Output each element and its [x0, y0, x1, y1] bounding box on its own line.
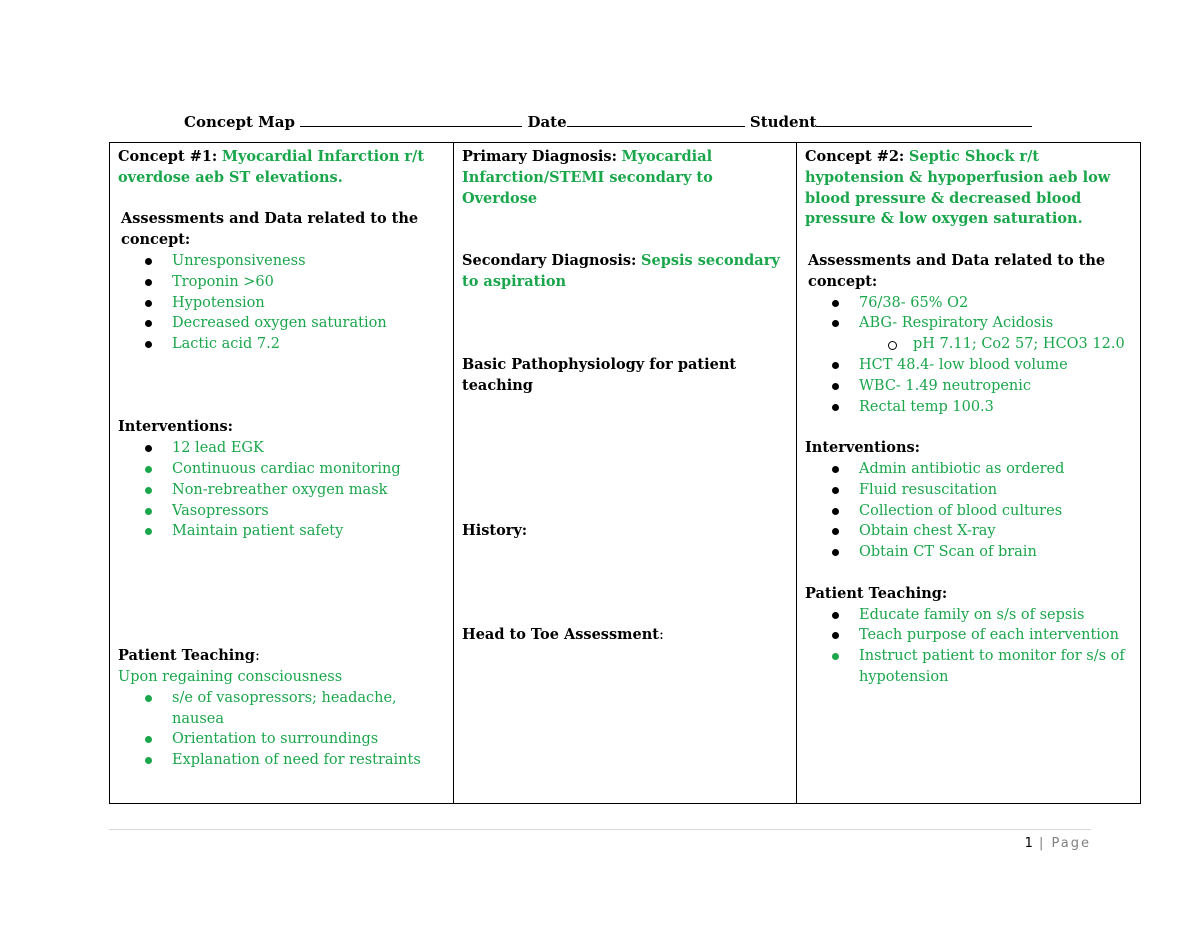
concept-1-teaching-list: [118, 688, 445, 771]
list-item: Continuous cardiac monitoring: [172, 459, 445, 480]
concept-2-assess-heading: Assessments and Data related to the concept:: [808, 251, 1106, 290]
list-item: WBC- 1.49 neutropenic: [859, 376, 1132, 397]
list-item: Decreased oxygen saturation: [172, 313, 445, 334]
list-item: Hypotension: [172, 293, 445, 314]
list-item: Obtain CT Scan of brain: [859, 542, 1132, 563]
head-to-toe-heading: [462, 625, 788, 646]
concept-map-label: Concept Map: [184, 113, 295, 131]
concept-2-assessment-list-rest: [805, 355, 1132, 417]
list-item: pH 7.11; Co2 57; HCO3 12.0: [913, 334, 1132, 355]
concept-2-interventions-heading: Interventions:: [805, 439, 921, 457]
page-number: 1: [1024, 836, 1033, 851]
date-blank: [567, 111, 745, 127]
list-item: 12 lead EGK: [172, 438, 445, 459]
pathophysiology-heading: Basic Pathophysiology for patient teaching: [462, 355, 737, 394]
concept-2-teaching-heading: Patient Teaching:: [805, 584, 948, 602]
concept-1-teaching-colon: :: [254, 648, 260, 665]
list-item: [859, 313, 1132, 355]
student-label: Student: [749, 113, 817, 131]
page-footer: [1025, 836, 1091, 851]
concept-2-teaching-list-green: [805, 646, 1132, 688]
primary-diagnosis-label: Primary Diagnosis:: [462, 148, 617, 165]
list-item: Collection of blood cultures: [859, 501, 1132, 522]
student-blank: [816, 111, 1032, 127]
concept-1-interventions-list-green: [118, 459, 445, 542]
list-item: Rectal temp 100.3: [859, 397, 1132, 418]
concept-1-cell: [110, 143, 454, 804]
concept-2-cell: [797, 143, 1141, 804]
concept-2-interventions-list: [805, 459, 1132, 563]
list-item: 76/38- 65% O2: [859, 293, 1132, 314]
concept-2-label: Concept #2:: [805, 148, 905, 165]
secondary-diagnosis: [462, 251, 788, 293]
list-item: Unresponsiveness: [172, 251, 445, 272]
abg-sub-list: [859, 334, 1132, 355]
concept-map-table: [109, 142, 1141, 804]
primary-diagnosis-value: Myocardial Infarction/STEMI secondary to Overdose: [462, 148, 713, 207]
concept-2-assessment-list: [805, 293, 1132, 355]
concept-1-title: Myocardial Infarction r/t overdose aeb ST elevations.: [118, 148, 425, 186]
list-item: Explanation of need for restraints: [172, 750, 445, 771]
primary-diagnosis: [462, 147, 788, 209]
list-item: Admin antibiotic as ordered: [859, 459, 1132, 480]
concept-1-interventions-heading: Interventions:: [118, 418, 234, 436]
concept-map-header: [184, 111, 1084, 131]
concept-1-label: Concept #1:: [118, 148, 218, 165]
concept-1-teaching-heading: [118, 646, 445, 667]
secondary-diagnosis-value: Sepsis secondary to aspiration: [462, 251, 780, 290]
concept-1-teaching-label: Patient Teaching: [118, 647, 255, 665]
list-item: Fluid resuscitation: [859, 480, 1132, 501]
list-item: Lactic acid 7.2: [172, 334, 445, 355]
concept-1-heading: [118, 147, 445, 189]
date-label: Date: [527, 113, 567, 131]
head-to-toe-colon: :: [658, 627, 664, 644]
list-item: Troponin >60: [172, 272, 445, 293]
page-label: | Page: [1039, 836, 1091, 851]
footer-divider: [109, 829, 1091, 830]
concept-1-assessment-list: [118, 251, 445, 355]
concept-2-teaching-list: [805, 605, 1132, 647]
secondary-diagnosis-label: Secondary Diagnosis:: [462, 251, 637, 269]
concept-1-assess-heading: Assessments and Data related to the concept:: [121, 210, 419, 249]
list-item: s/e of vasopressors; headache, nausea: [172, 688, 445, 730]
list-item: Instruct patient to monitor for s/s of hypotension: [859, 646, 1132, 688]
history-heading: History:: [462, 522, 528, 540]
list-item: Maintain patient safety: [172, 521, 445, 542]
list-item: Educate family on s/s of sepsis: [859, 605, 1132, 626]
head-to-toe-label: Head to Toe Assessment: [462, 626, 659, 644]
list-item: HCT 48.4- low blood volume: [859, 355, 1132, 376]
list-item: Non-rebreather oxygen mask: [172, 480, 445, 501]
concept-1-interventions-list: [118, 438, 445, 459]
list-item: Vasopressors: [172, 501, 445, 522]
diagnosis-cell: [454, 143, 797, 804]
list-item: Teach purpose of each intervention: [859, 625, 1132, 646]
concept-2-heading: [805, 147, 1132, 230]
concept-2-title: Septic Shock r/t hypotension & hypoperfusion aeb low blood pressure & decreased blood pressure & low oxygen saturation.: [805, 148, 1111, 228]
list-item: Obtain chest X-ray: [859, 521, 1132, 542]
concept-1-teaching-intro: Upon regaining consciousness: [118, 668, 343, 685]
concept-map-blank: [300, 111, 522, 127]
abg-item-label: ABG- Respiratory Acidosis: [859, 315, 1054, 332]
list-item: Orientation to surroundings: [172, 729, 445, 750]
